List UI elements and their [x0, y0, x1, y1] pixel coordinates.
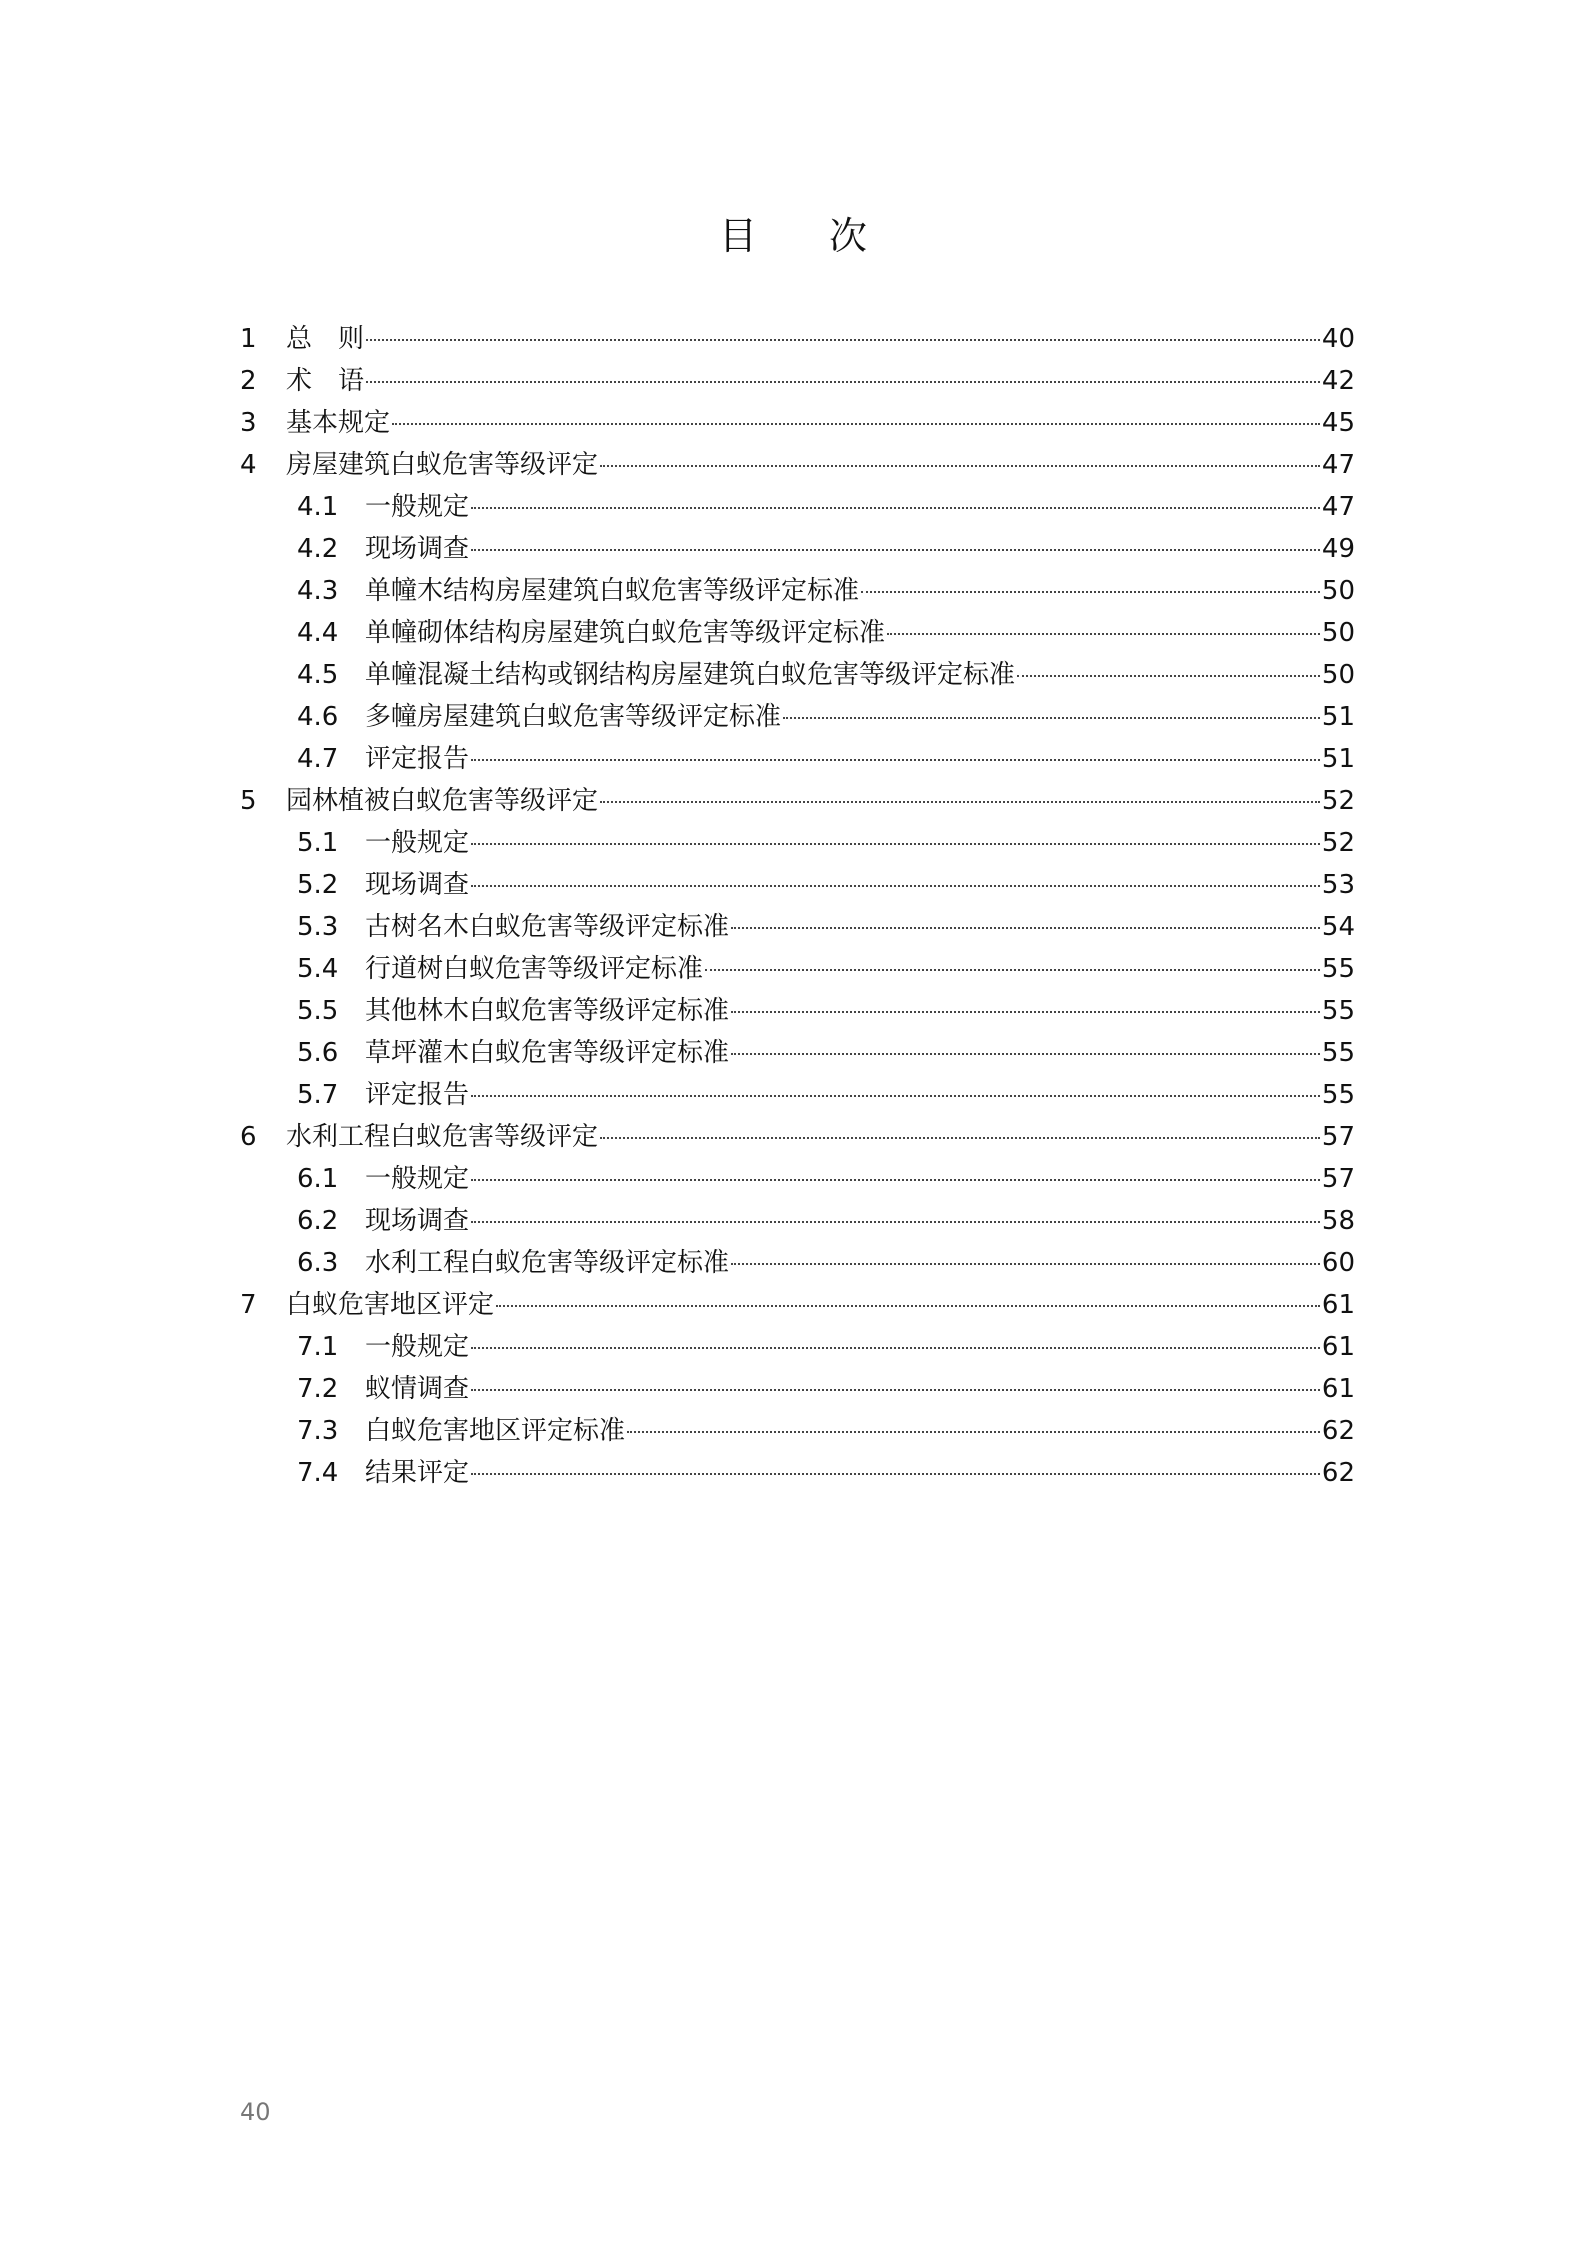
toc-entry-page: 58 — [1321, 1206, 1355, 1236]
toc-dot-leader — [861, 591, 1320, 593]
toc-entry-page: 57 — [1321, 1164, 1355, 1194]
page-number: 40 — [240, 2098, 271, 2126]
toc-entry[interactable] — [240, 738, 1355, 780]
toc-dot-leader — [471, 549, 1320, 551]
toc-entry[interactable] — [240, 1200, 1355, 1242]
toc-entry-title: 其他林木白蚁危害等级评定标准 — [365, 996, 730, 1026]
toc-dot-leader — [366, 339, 1320, 341]
toc-entry-number: 6.3 — [297, 1248, 339, 1278]
toc-dot-leader — [600, 465, 1320, 467]
toc-entry-number: 7.1 — [297, 1332, 339, 1362]
toc-entry-number: 5 — [240, 786, 257, 816]
toc-entry-page: 57 — [1321, 1122, 1355, 1152]
toc-entry-title: 单幢混凝土结构或钢结构房屋建筑白蚁危害等级评定标准 — [365, 660, 1016, 690]
toc-entry-page: 62 — [1321, 1458, 1355, 1488]
toc-entry-page: 60 — [1321, 1248, 1355, 1278]
toc-entry-number: 7.3 — [297, 1416, 339, 1446]
toc-entry-number: 6.1 — [297, 1164, 339, 1194]
toc-dot-leader — [471, 507, 1320, 509]
toc-entry[interactable] — [240, 906, 1355, 948]
toc-entry[interactable] — [240, 612, 1355, 654]
toc-entry-page: 50 — [1321, 618, 1355, 648]
toc-entry[interactable] — [240, 1326, 1355, 1368]
toc-entry-page: 54 — [1321, 912, 1355, 942]
toc-entry[interactable] — [240, 948, 1355, 990]
toc-entry-title: 白蚁危害地区评定 — [286, 1290, 495, 1320]
toc-entry-number: 4.7 — [297, 744, 339, 774]
toc-entry-number: 5.4 — [297, 954, 339, 984]
toc-entry-title: 现场调查 — [365, 534, 470, 564]
toc-entry-number: 5.5 — [297, 996, 339, 1026]
toc-entry-number: 4.1 — [297, 492, 339, 522]
toc-entry[interactable] — [240, 1158, 1355, 1200]
toc-dot-leader — [471, 1221, 1320, 1223]
toc-entry-page: 61 — [1321, 1332, 1355, 1362]
toc-dot-leader — [600, 801, 1320, 803]
page-title: 目 次 — [718, 214, 898, 258]
toc-entry-title: 一般规定 — [365, 1332, 470, 1362]
toc-dot-leader — [731, 927, 1320, 929]
toc-entry-number: 4.6 — [297, 702, 339, 732]
toc-entry-title: 水利工程白蚁危害等级评定 — [286, 1122, 599, 1152]
toc-entry-number: 4.2 — [297, 534, 339, 564]
toc-entry-page: 42 — [1321, 366, 1355, 396]
toc-entry[interactable] — [240, 990, 1355, 1032]
toc-dot-leader — [471, 843, 1320, 845]
toc-entry-number: 5.7 — [297, 1080, 339, 1110]
toc-entry[interactable] — [240, 696, 1355, 738]
toc-entry-page: 51 — [1321, 702, 1355, 732]
toc-entry-title: 行道树白蚁危害等级评定标准 — [365, 954, 704, 984]
toc-entry-page: 40 — [1321, 324, 1355, 354]
toc-entry-title: 现场调查 — [365, 1206, 470, 1236]
toc-dot-leader — [471, 1389, 1320, 1391]
toc-entry[interactable] — [240, 1284, 1355, 1326]
toc-entry[interactable] — [240, 822, 1355, 864]
toc-entry-page: 55 — [1321, 1080, 1355, 1110]
toc-dot-leader — [731, 1053, 1320, 1055]
toc-entry-page: 51 — [1321, 744, 1355, 774]
toc-entry-title: 基本规定 — [286, 408, 391, 438]
toc-entry-title: 古树名木白蚁危害等级评定标准 — [365, 912, 730, 942]
toc-entry-title: 草坪灌木白蚁危害等级评定标准 — [365, 1038, 730, 1068]
toc-dot-leader — [471, 759, 1320, 761]
toc-entry-number: 7 — [240, 1290, 257, 1320]
toc-entry-page: 52 — [1321, 828, 1355, 858]
toc-entry-page: 45 — [1321, 408, 1355, 438]
toc-entry[interactable] — [240, 528, 1355, 570]
toc-entry[interactable] — [240, 402, 1355, 444]
toc-dot-leader — [471, 1179, 1320, 1181]
toc-entry-page: 55 — [1321, 1038, 1355, 1068]
toc-dot-leader — [392, 423, 1320, 425]
toc-entry-number: 3 — [240, 408, 257, 438]
toc-entry-number: 4 — [240, 450, 257, 480]
toc-dot-leader — [1017, 675, 1320, 677]
toc-entry-number: 6.2 — [297, 1206, 339, 1236]
toc-entry[interactable] — [240, 1368, 1355, 1410]
toc-entry[interactable] — [240, 1242, 1355, 1284]
toc-entry[interactable] — [240, 1452, 1355, 1494]
toc-entry-number: 4.5 — [297, 660, 339, 690]
toc-entry-number: 5.3 — [297, 912, 339, 942]
toc-entry[interactable] — [240, 1116, 1355, 1158]
toc-dot-leader — [627, 1431, 1320, 1433]
toc-dot-leader — [705, 969, 1320, 971]
toc-entry-title: 现场调查 — [365, 870, 470, 900]
toc-entry-title: 结果评定 — [365, 1458, 470, 1488]
toc-entry-page: 49 — [1321, 534, 1355, 564]
toc-entry-number: 5.6 — [297, 1038, 339, 1068]
toc-entry[interactable] — [240, 654, 1355, 696]
toc-entry-title: 术 语 — [286, 366, 365, 396]
toc-entry-number: 1 — [240, 324, 257, 354]
toc-entry[interactable] — [240, 444, 1355, 486]
toc-entry-page: 47 — [1321, 450, 1355, 480]
toc-entry-page: 50 — [1321, 576, 1355, 606]
toc-entry[interactable] — [240, 1074, 1355, 1116]
toc-entry-title: 评定报告 — [365, 744, 470, 774]
toc-entry-title: 房屋建筑白蚁危害等级评定 — [286, 450, 599, 480]
toc-entry-number: 4.4 — [297, 618, 339, 648]
toc-entry-page: 61 — [1321, 1374, 1355, 1404]
toc-entry-number: 4.3 — [297, 576, 339, 606]
toc-dot-leader — [783, 717, 1320, 719]
toc-entry-title: 蚁情调查 — [365, 1374, 470, 1404]
toc-dot-leader — [471, 885, 1320, 887]
toc-entry-number: 5.1 — [297, 828, 339, 858]
toc-entry[interactable] — [240, 570, 1355, 612]
toc-entry-number: 6 — [240, 1122, 257, 1152]
toc-entry-number: 2 — [240, 366, 257, 396]
toc-entry-title: 总 则 — [286, 324, 365, 354]
toc-dot-leader — [366, 381, 1320, 383]
toc-entry[interactable] — [240, 864, 1355, 906]
toc-entry-page: 53 — [1321, 870, 1355, 900]
toc-dot-leader — [496, 1305, 1320, 1307]
toc-entry[interactable] — [240, 318, 1355, 360]
toc-entry-title: 一般规定 — [365, 828, 470, 858]
toc-entry-title: 单幢木结构房屋建筑白蚁危害等级评定标准 — [365, 576, 860, 606]
table-of-contents — [240, 318, 1355, 1494]
toc-entry-page: 47 — [1321, 492, 1355, 522]
toc-entry-page: 52 — [1321, 786, 1355, 816]
toc-entry-page: 55 — [1321, 954, 1355, 984]
toc-entry-title: 单幢砌体结构房屋建筑白蚁危害等级评定标准 — [365, 618, 886, 648]
toc-entry[interactable] — [240, 1410, 1355, 1452]
toc-entry[interactable] — [240, 1032, 1355, 1074]
toc-dot-leader — [731, 1263, 1320, 1265]
toc-entry-title: 多幢房屋建筑白蚁危害等级评定标准 — [365, 702, 782, 732]
toc-entry-title: 水利工程白蚁危害等级评定标准 — [365, 1248, 730, 1278]
toc-dot-leader — [471, 1095, 1320, 1097]
toc-entry[interactable] — [240, 486, 1355, 528]
toc-entry-page: 61 — [1321, 1290, 1355, 1320]
toc-entry[interactable] — [240, 360, 1355, 402]
toc-entry-page: 62 — [1321, 1416, 1355, 1446]
toc-entry-number: 7.4 — [297, 1458, 339, 1488]
toc-dot-leader — [731, 1011, 1320, 1013]
toc-dot-leader — [471, 1473, 1320, 1475]
toc-dot-leader — [600, 1137, 1320, 1139]
toc-entry-page: 55 — [1321, 996, 1355, 1026]
toc-entry-title: 一般规定 — [365, 492, 470, 522]
toc-entry-page: 50 — [1321, 660, 1355, 690]
toc-entry[interactable] — [240, 780, 1355, 822]
toc-entry-number: 7.2 — [297, 1374, 339, 1404]
toc-dot-leader — [471, 1347, 1320, 1349]
toc-entry-title: 园林植被白蚁危害等级评定 — [286, 786, 599, 816]
toc-dot-leader — [887, 633, 1320, 635]
toc-entry-title: 白蚁危害地区评定标准 — [365, 1416, 626, 1446]
toc-entry-number: 5.2 — [297, 870, 339, 900]
toc-entry-title: 评定报告 — [365, 1080, 470, 1110]
toc-entry-title: 一般规定 — [365, 1164, 470, 1194]
